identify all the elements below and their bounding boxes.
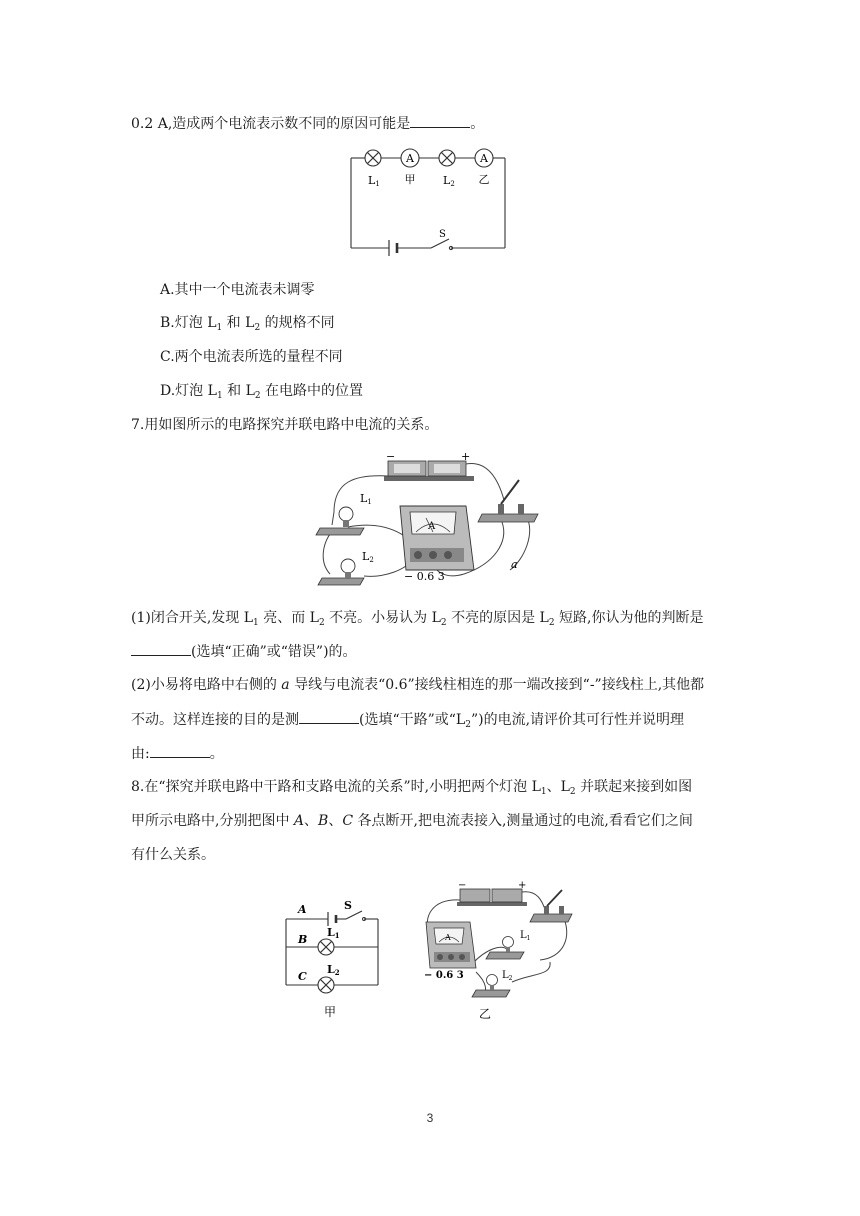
- ammeter-label: A: [445, 933, 451, 942]
- q7-part1-line2: (选填“正确”或“错误”)的。: [131, 641, 357, 662]
- lamp-l2-label: L2: [443, 174, 455, 188]
- q6-circuit-diagram: [345, 140, 515, 265]
- option-d[interactable]: D.灯泡 $L_1$ 和 $L_2$ 在电路中的位置: [160, 383, 364, 401]
- lamp-l1-label: L1: [327, 926, 340, 940]
- q7-part2-line1: (2)小易将电路中右侧的 a 导线与电流表“0.6”接线柱相连的那一端改接到“-”接线柱上,其他都: [131, 677, 705, 693]
- answer-blank[interactable]: [410, 113, 470, 128]
- lamp-l1-label: $L_1$: [520, 930, 531, 942]
- figure-caption-jia: 甲: [323, 1005, 337, 1019]
- q8-line1: 8.在“探究并联电路中干路和支路电流的关系”时,小明把两个灯泡 $L_1$、$L_2$ 并联起来接到如图: [131, 779, 693, 797]
- ammeter-label: A: [480, 152, 488, 165]
- option-a[interactable]: A.其中一个电流表未调零: [160, 282, 315, 298]
- battery-minus-label: −: [386, 450, 396, 463]
- q6-intro: 0.2 A,造成两个电流表示数不同的原因可能是 。: [131, 113, 484, 134]
- point-a-label: A: [298, 903, 307, 916]
- lamp-l2-label: $L_2$: [502, 970, 513, 982]
- wire-a-label: a: [511, 558, 518, 571]
- option-b[interactable]: B.灯泡 $L_1$ 和 $L_2$ 的规格不同: [160, 315, 335, 333]
- page-number: 3: [426, 1111, 434, 1125]
- switch-label: S: [344, 899, 352, 912]
- ammeter-scale-label: − 0.6 3: [424, 970, 464, 981]
- q8-circuit-diagram-jia: [280, 893, 390, 1023]
- battery-minus-label: −: [458, 880, 467, 891]
- battery-plus-label: +: [518, 880, 527, 891]
- q7-physical-circuit-figure: [314, 452, 546, 587]
- q7-part2-line3: 由: 。: [131, 743, 224, 764]
- ammeter-label: A: [406, 152, 414, 165]
- lamp-l2-label: L2: [327, 963, 340, 977]
- ammeter-scale-label: − 0.6 3: [404, 570, 445, 583]
- lamp-l1-label: L1: [360, 492, 372, 506]
- ammeter-label: A: [428, 521, 436, 532]
- ammeter-jia-label: 甲: [404, 173, 416, 186]
- q7-part2-line2: 不动。这样连接的目的是测 (选填“干路”或“$L_2$”)的电流,请评价其可行性并说明理: [131, 709, 684, 730]
- battery-plus-label: +: [461, 450, 471, 463]
- q7-part1-line1: (1)闭合开关,发现 $L_1$ 亮、而 $L_2$ 不亮。小易认为 $L_2$ 不亮的原因是 $L_2$ 短路,你认为他的判断是: [131, 610, 704, 628]
- switch-label: S: [439, 229, 446, 240]
- lamp-l2-label: L2: [362, 550, 374, 564]
- answer-blank[interactable]: [150, 743, 210, 758]
- q8-line3: 有什么关系。: [131, 847, 215, 863]
- option-c[interactable]: C.两个电流表所选的量程不同: [160, 349, 343, 365]
- answer-blank[interactable]: [299, 709, 359, 724]
- lamp-l1-label: L1: [368, 174, 380, 188]
- answer-blank[interactable]: [131, 641, 191, 656]
- q7-title: 7.用如图所示的电路探究并联电路中电流的关系。: [131, 417, 439, 433]
- ammeter-yi-label: 乙: [478, 173, 490, 186]
- q8-line2: 甲所示电路中,分别把图中 A、B、C 各点断开,把电流表接入,测量通过的电流,看看它们之间: [131, 813, 693, 829]
- point-c-label: C: [298, 970, 307, 983]
- figure-caption-yi: 乙: [478, 1007, 492, 1021]
- point-b-label: B: [298, 933, 308, 946]
- q8-physical-circuit-yi: [412, 878, 582, 1023]
